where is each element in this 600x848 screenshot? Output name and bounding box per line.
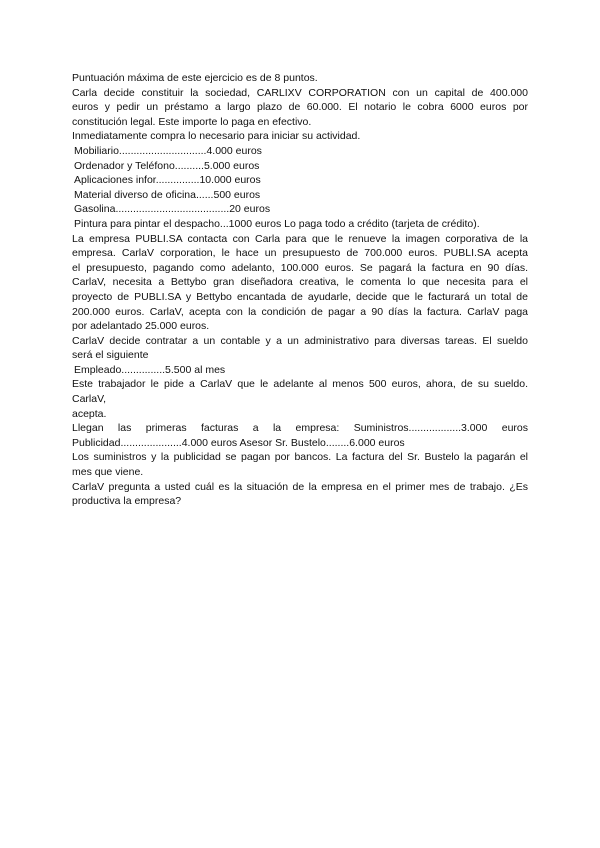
document-page: [72, 71, 528, 509]
text-line: CarlaV decide contratar a un contable y a un administrativo para diversas tareas. El sueldo: [72, 334, 528, 347]
text-line: Llegan las primeras facturas a la empresa: Suministros..................3.000 euros: [72, 422, 528, 435]
text-line: CarlaV, necesita a Bettybo gran diseñadora creativa, le comenta lo que necesita para el: [72, 276, 528, 289]
text-line: Puntuación máxima de este ejercicio es de 8 puntos.: [72, 72, 318, 84]
text-line: mes que viene.: [72, 466, 144, 479]
text-line: empresa. CarlaV corporation, le hace un presupuesto de 700.000 euros. PUBLI.SA acepta: [72, 247, 528, 260]
text-line: Pintura para pintar el despacho...1000 euros Lo paga todo a crédito (tarjeta de crédito).: [74, 217, 480, 230]
text-line: CarlaV,: [72, 393, 107, 406]
text-line: Material diverso de oficina......500 euros: [74, 188, 261, 201]
text-line: Mobiliario..............................4.000 euros: [74, 144, 262, 157]
text-line: el presupuesto, pagando como adelanto, 100.000 euros. Se pagará la factura en 90 días.: [72, 261, 528, 274]
text-line: Los suministros y la publicidad se pagan por bancos. La factura del Sr. Bustelo la pagarán el: [72, 451, 528, 464]
text-line: por adelantado 25.000 euros.: [72, 320, 210, 333]
text-line: Ordenador y Teléfono..........5.000 euros: [74, 159, 260, 172]
text-line: acepta.: [72, 407, 107, 420]
text-line: Este trabajador le pide a CarlaV que le adelante al menos 500 euros, ahora, de su sueldo.: [72, 378, 528, 391]
text-line: proyecto de PUBLI.SA y Bettybo encantada de ayudarle, decide que le facturará un total de: [72, 290, 528, 303]
text-line: Carla decide constituir la sociedad, CARLIXV CORPORATION con un capital de 400.000: [72, 86, 528, 99]
text-line: Aplicaciones infor...............10.000 euros: [74, 174, 261, 187]
text-line: euros y pedir un préstamo a largo plazo de 60.000. El notario le cobra 6000 euros por: [72, 101, 528, 114]
text-line: constitución legal. Este importe lo paga en efectivo.: [72, 115, 312, 128]
text-line: Inmediatamente compra lo necesario para iniciar su actividad.: [72, 130, 361, 143]
text-line: CarlaV pregunta a usted cuál es la situación de la empresa en el primer mes de trabajo. ¿Es: [72, 480, 528, 493]
text-line: Publicidad.....................4.000 euros Asesor Sr. Bustelo........6.000 euros: [72, 436, 405, 449]
text-line: 200.000 euros. CarlaV, acepta con la condición de pagar a 90 días la factura. CarlaV paga: [72, 305, 528, 318]
text-line: será el siguiente: [72, 349, 149, 362]
text-line: Empleado...............5.500 al mes: [74, 363, 226, 376]
text-line: La empresa PUBLI.SA contacta con Carla para que le renueve la imagen corporativa de la: [72, 232, 528, 245]
text-line: Gasolina.......................................20 euros: [74, 203, 271, 216]
text-line: productiva la empresa?: [72, 495, 182, 508]
